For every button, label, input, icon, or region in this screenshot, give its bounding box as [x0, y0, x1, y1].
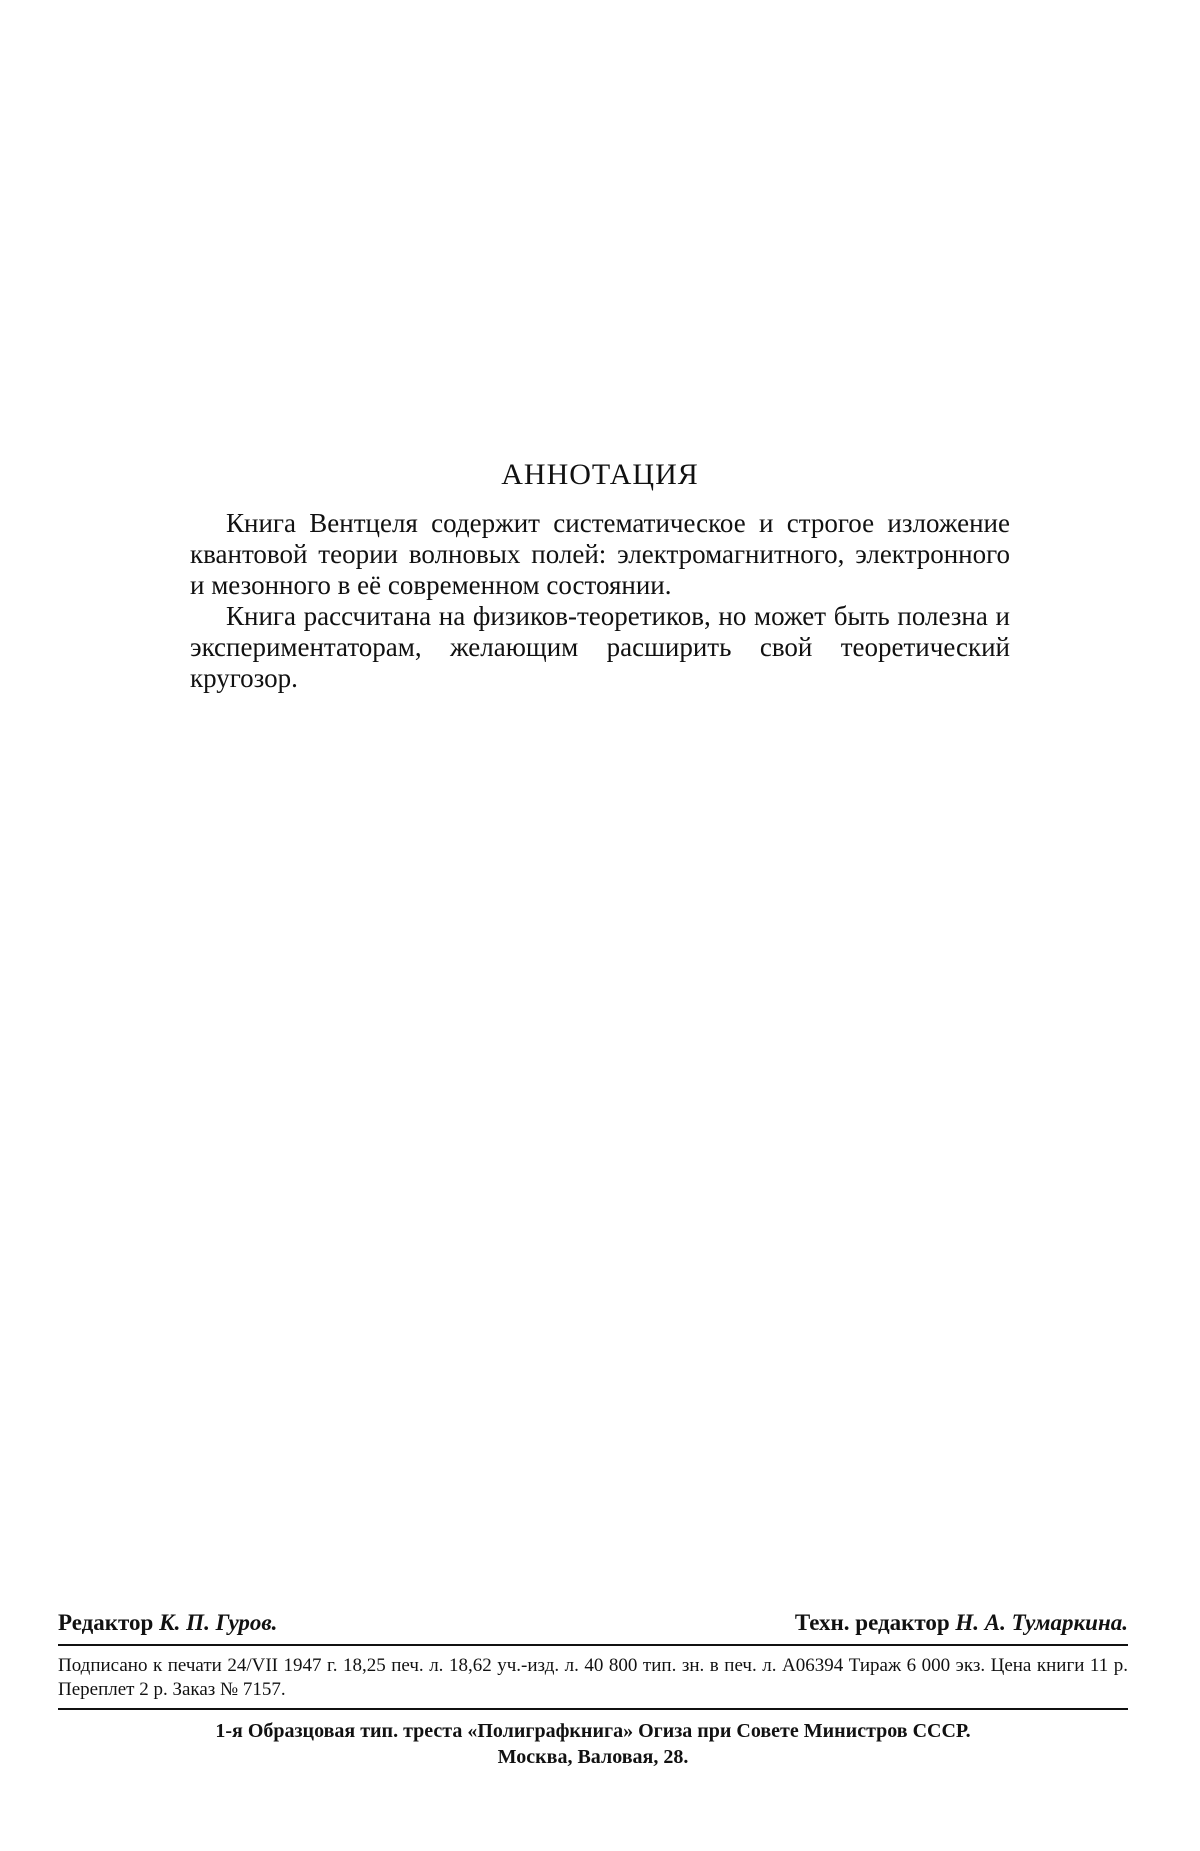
printing-house [58, 1710, 1128, 1770]
printing-house-address: Москва, Валовая, 28. [497, 1746, 689, 1768]
annotation-paragraph: Книга рассчитана на физиков-теоретиков, но может быть полезна и экспериментаторам, желающим расширить свой теоретический кругозор. [190, 601, 1010, 693]
editor-name: К. П. Гуров. [159, 1610, 278, 1635]
editor-label: Редактор [58, 1610, 154, 1635]
tech-editor-name: Н. А. Тумаркина. [955, 1610, 1128, 1635]
tech-editor-credit [795, 1608, 1128, 1638]
editors-row [58, 1608, 1128, 1646]
annotation-paragraph: Книга Вентцеля содержит систематическое и строгое изложение квантовой теории волновых полей: электромагнитного, электронного и мезонного в её современном состоянии. [190, 508, 1010, 600]
editor-credit [58, 1608, 277, 1638]
imprint [58, 1608, 1128, 1770]
printing-house-name: 1-я Образцовая тип. треста «Полиграфкнига» Огиза при Совете Министров СССР. [215, 1720, 971, 1742]
tech-editor-label: Техн. редактор [794, 1610, 950, 1635]
print-details: Подписано к печати 24/VII 1947 г. 18,25 печ. л. 18,62 уч.-изд. л. 40 800 тип. зн. в печ. л. А06394 Тираж 6 000 экз. Цена книги 11 р. Переплет 2 р. Заказ № 7157. [58, 1646, 1128, 1710]
annotation-title: АННОТАЦИЯ [501, 458, 699, 491]
annotation-body [190, 508, 1010, 694]
